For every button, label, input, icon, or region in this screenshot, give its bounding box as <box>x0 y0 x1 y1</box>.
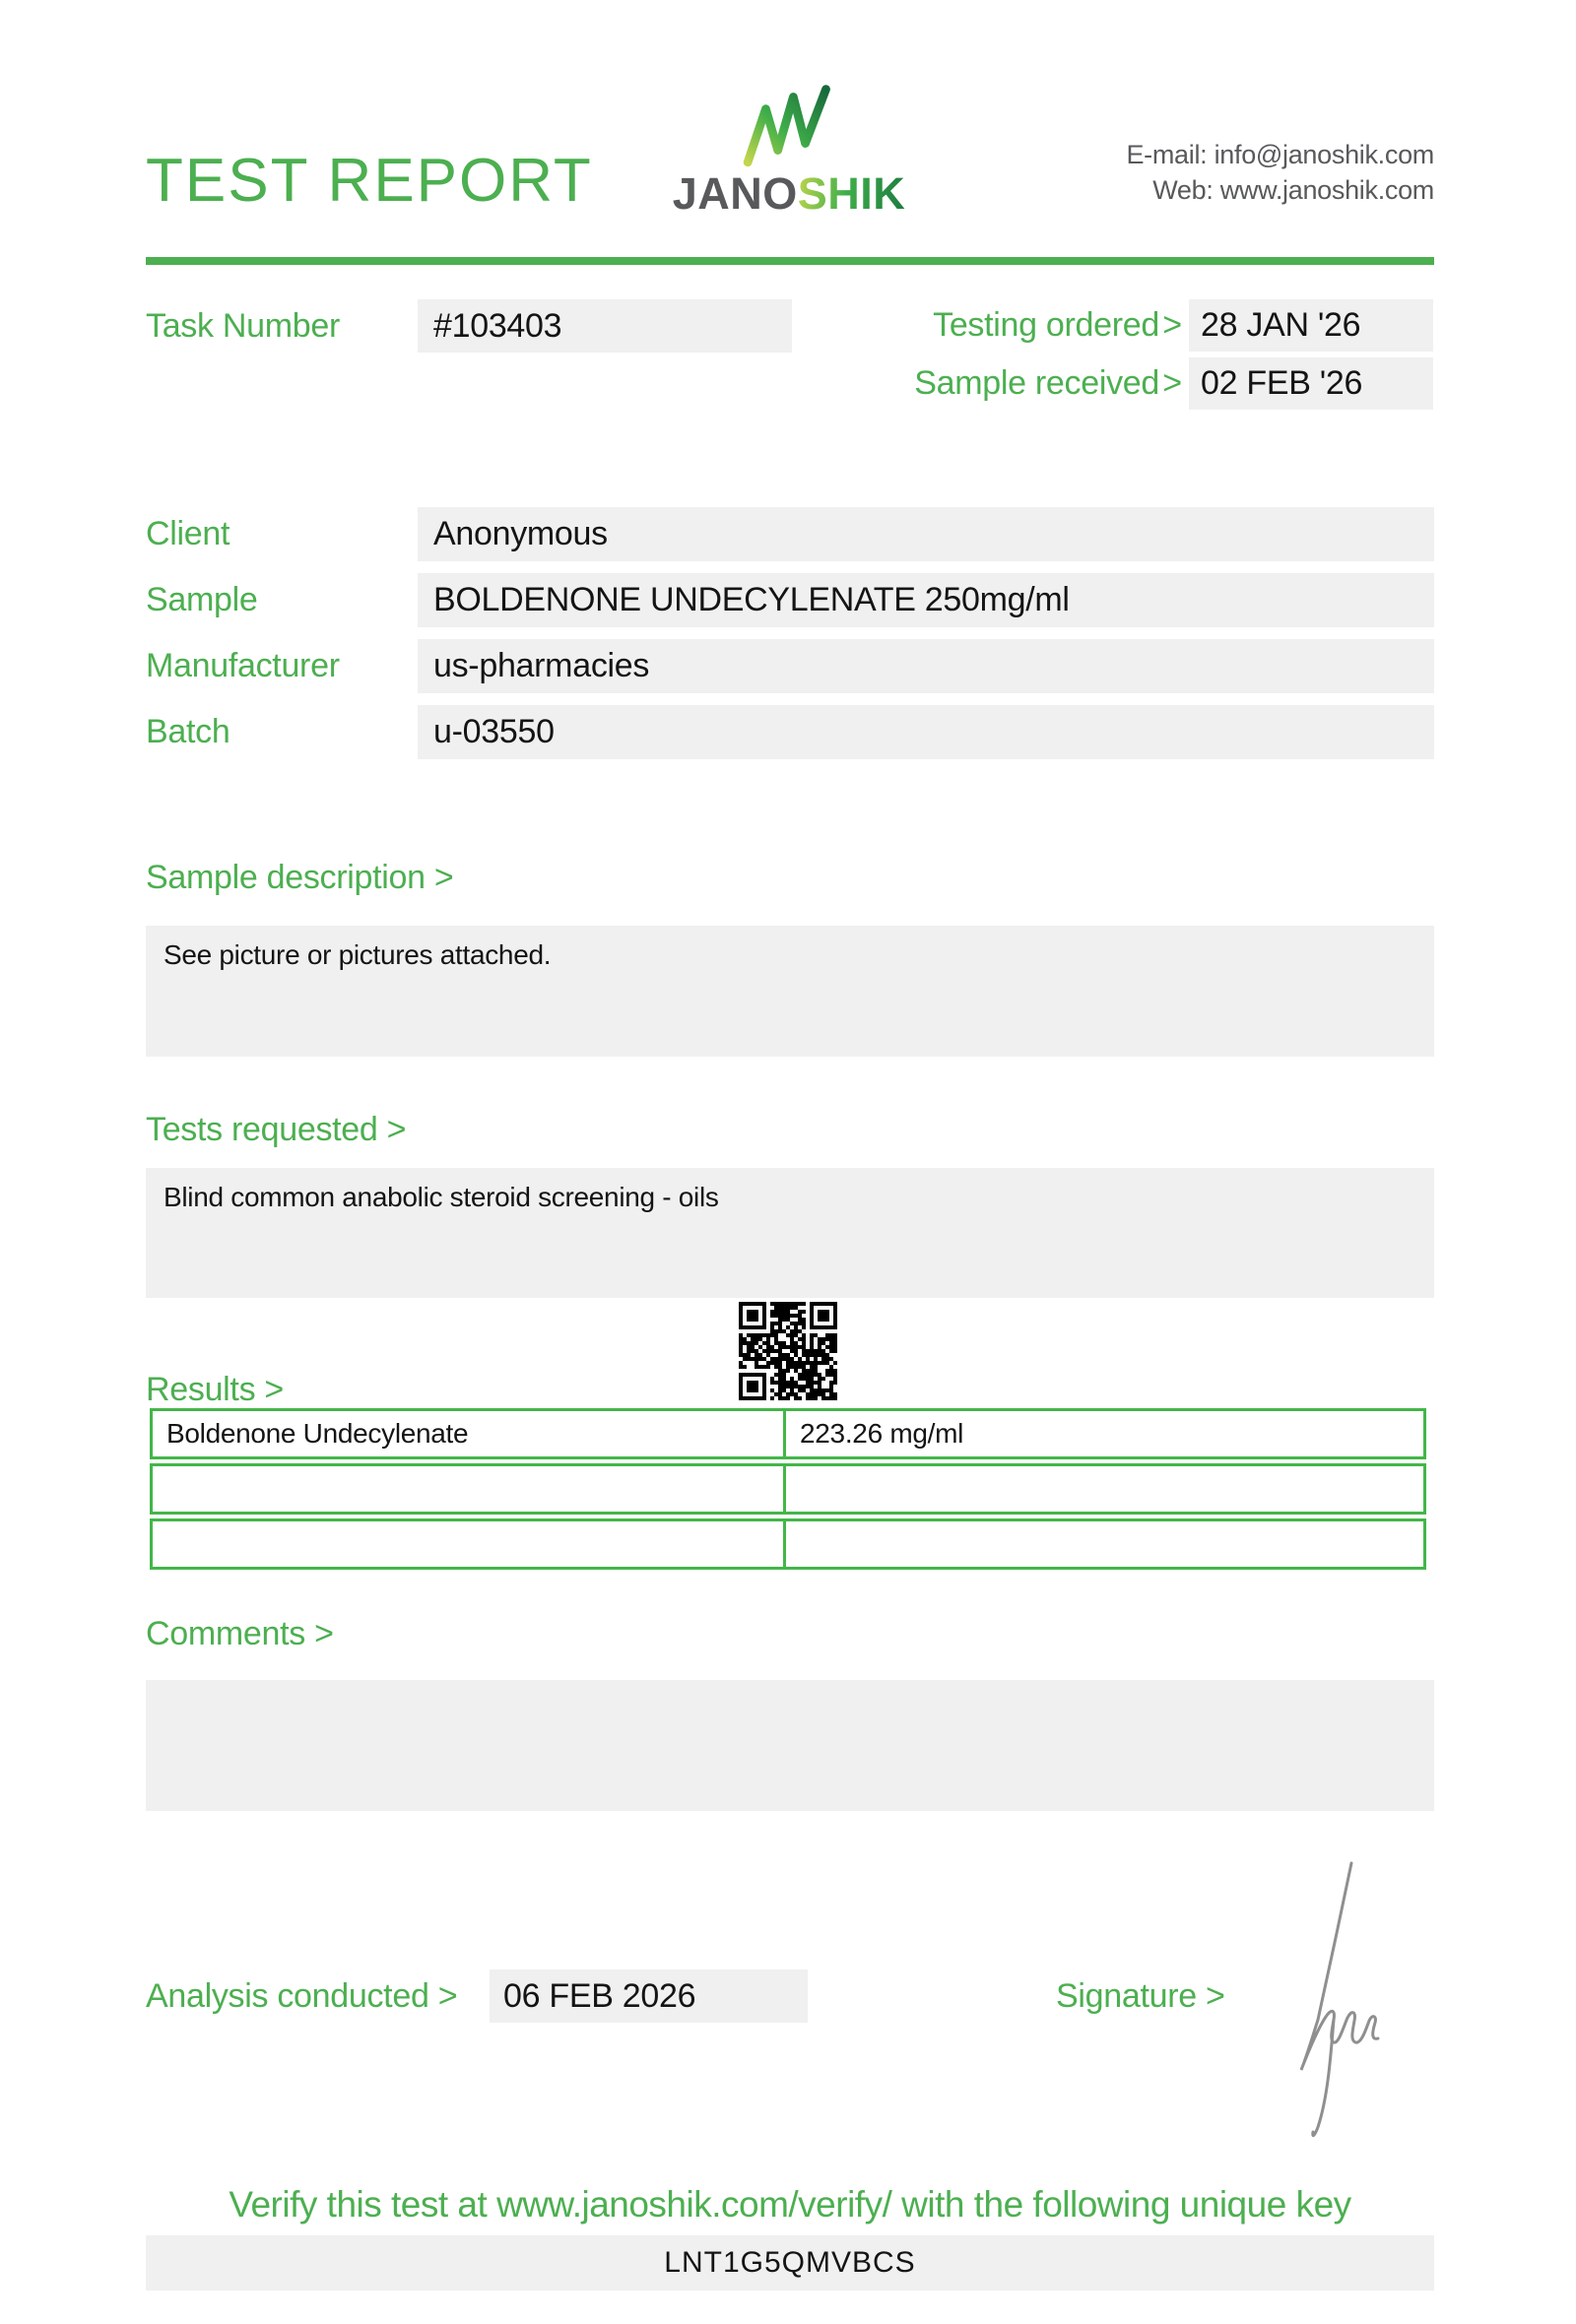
manufacturer-value: us-pharmacies <box>418 639 1434 693</box>
tests-requested-box: Blind common anabolic steroid screening - oils <box>146 1168 1434 1298</box>
wordmark-green-part: SHIK <box>797 168 906 219</box>
qr-code <box>739 1302 837 1400</box>
testing-ordered-value: 28 JAN '26 <box>1189 299 1433 352</box>
client-value: Anonymous <box>418 507 1434 561</box>
sample-description-box: See picture or pictures attached. <box>146 926 1434 1057</box>
page-title: TEST REPORT <box>146 147 593 215</box>
batch-label: Batch <box>146 713 230 750</box>
comments-heading: Comments > <box>146 1615 334 1652</box>
table-row <box>150 1518 1426 1570</box>
comments-box <box>146 1680 1434 1811</box>
unique-key-value: LNT1G5QMVBCS <box>146 2235 1434 2291</box>
testing-ordered-label: Testing ordered <box>933 306 1159 344</box>
table-row <box>150 1408 1426 1459</box>
manufacturer-label: Manufacturer <box>146 647 340 684</box>
sample-received-label: Sample received <box>914 364 1159 402</box>
result-substance <box>153 1521 786 1567</box>
result-amount <box>786 1466 1423 1512</box>
results-heading: Results > <box>146 1371 284 1408</box>
sample-description-heading: Sample description > <box>146 859 454 896</box>
sample-received-chevron: > <box>1162 364 1182 402</box>
client-label: Client <box>146 515 230 552</box>
janoshik-wordmark <box>666 169 912 219</box>
result-substance: Boldenone Undecylenate <box>153 1411 786 1456</box>
handwritten-signature <box>1269 1859 1383 2145</box>
result-substance <box>153 1466 786 1512</box>
sample-label: Sample <box>146 581 258 618</box>
contact-info <box>1126 138 1434 208</box>
analysis-conducted-label: Analysis conducted > <box>146 1977 458 2015</box>
task-number-value: #103403 <box>418 299 792 353</box>
header-divider <box>146 257 1434 265</box>
sample-value: BOLDENONE UNDECYLENATE 250mg/ml <box>418 573 1434 627</box>
results-table <box>150 1408 1426 1574</box>
sample-received-value: 02 FEB '26 <box>1189 357 1433 410</box>
task-number-label: Task Number <box>146 307 340 345</box>
signature-label: Signature > <box>1056 1977 1225 2015</box>
analysis-conducted-value: 06 FEB 2026 <box>490 1969 808 2023</box>
contact-web: Web: www.janoshik.com <box>1152 174 1434 205</box>
contact-email: E-mail: info@janoshik.com <box>1126 140 1434 169</box>
janoshik-logo <box>666 85 912 219</box>
result-amount <box>786 1521 1423 1567</box>
verify-instruction: Verify this test at www.janoshik.com/verify/ with the following unique key <box>229 2184 1351 2225</box>
tests-requested-heading: Tests requested > <box>146 1111 407 1148</box>
testing-ordered-chevron: > <box>1162 306 1182 344</box>
result-amount: 223.26 mg/ml <box>800 1418 964 1449</box>
batch-value: u-03550 <box>418 705 1434 759</box>
table-row <box>150 1463 1426 1515</box>
wordmark-gray-part: JANO <box>672 168 798 219</box>
growth-chart-arrow-icon <box>742 85 836 169</box>
